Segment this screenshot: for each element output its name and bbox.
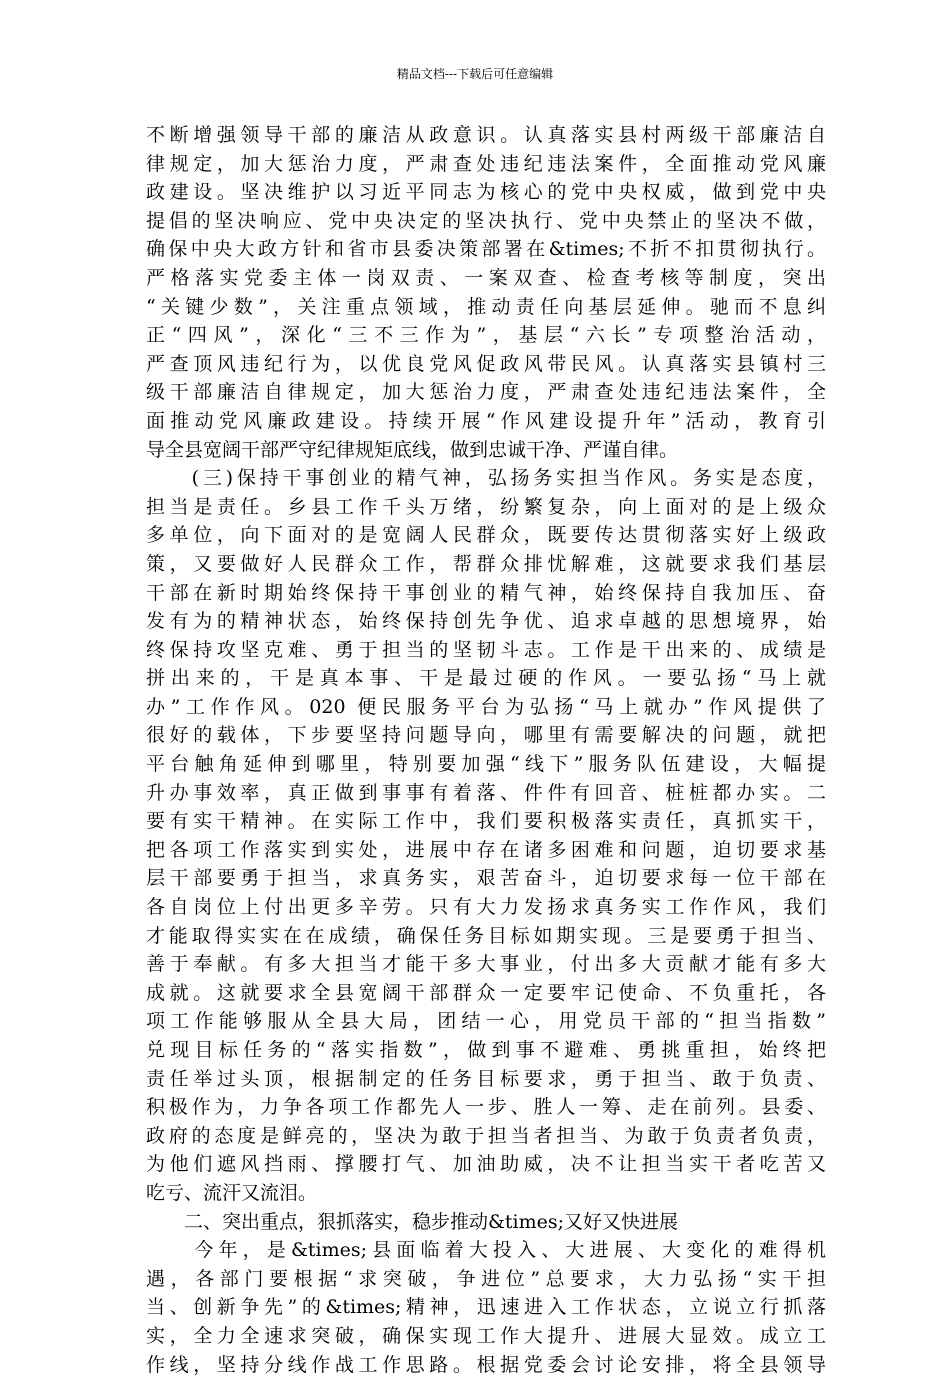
text-line: 很好的载体，下步要坚持问题导向，哪里有需要解决的问题，就把	[146, 724, 826, 747]
text-line: 今年，是&times;县面临着大投入、大进展、大变化的难得机	[146, 1239, 826, 1262]
text-line: 不断增强领导干部的廉洁从政意识。认真落实县村两级干部廉洁自	[146, 124, 826, 146]
text-line: 才能取得实实在在成绩，确保任务目标如期实现。三是要勇于担当、	[146, 924, 826, 947]
text-line: 正“四风”，深化“三不三作为”，基层“六长”专项整治活动，	[146, 324, 826, 347]
text-line: 律规定，加大惩治力度，严肃查处违纪违法案件，全面推动党风廉	[146, 152, 826, 175]
text-line: (三)保持干事创业的精气神，弘扬务实担当作风。务实是态度，	[146, 467, 826, 490]
text-line: 各自岗位上付出更多辛劳。只有大力发扬求真务实工作作风，我们	[146, 896, 826, 919]
text-line: 提倡的坚决响应、党中央决定的坚决执行、党中央禁止的坚决不做，	[146, 209, 826, 232]
text-line: 为他们遮风挡雨、撑腰打气、加油助威，决不让担当实干者吃苦又	[146, 1153, 826, 1176]
document-body	[146, 121, 826, 1379]
text-line: 严查顶风违纪行为，以优良党风促政风带民风。认真落实县镇村三	[146, 352, 826, 375]
section-heading: 二、突出重点，狠抓落实，稳步推动&times;又好又快进展	[146, 1210, 679, 1233]
text-line: “关键少数”，关注重点领域，推动责任向基层延伸。驰而不息纠	[146, 295, 826, 318]
text-line: 作线，坚持分线作战工作思路。根据党委会讨论安排，将全县领导	[146, 1353, 826, 1376]
text-line: 升办事效率，真正做到事事有着落、件件有回音、桩桩都办实。二	[146, 781, 826, 804]
text-line: 积极作为，力争各项工作都先人一步、胜人一筹、走在前列。县委、	[146, 1096, 826, 1119]
text-line: 面推动党风廉政建设。持续开展“作风建设提升年”活动，教育引	[146, 409, 826, 432]
text-line: 严格落实党委主体一岗双责、一案双查、检查考核等制度，突出	[146, 266, 826, 289]
text-line: 担当是责任。乡县工作千头万绪，纷繁复杂，向上面对的是上级众	[146, 495, 826, 518]
text-line: 级干部廉洁自律规定，加大惩治力度，严肃查处违纪违法案件，全	[146, 381, 826, 404]
text-line: 当、创新争先”的&times;精神，迅速进入工作状态，立说立行抓落	[146, 1296, 826, 1319]
text-line: 要有实干精神。在实际工作中，我们要积极落实责任，真抓实干，	[146, 810, 826, 833]
text-line: 平台触角延伸到哪里，特别要加强“线下”服务队伍建设，大幅提	[146, 753, 826, 776]
text-line: 发有为的精神状态，始终保持创先争优、追求卓越的思想境界，始	[146, 610, 826, 633]
text-line: 兑现目标任务的“落实指数”，做到事不避难、勇挑重担，始终把	[146, 1039, 826, 1061]
text-line: 终保持攻坚克难、勇于担当的坚韧斗志。工作是干出来的、成绩是	[146, 638, 826, 661]
text-line: 项工作能够服从全县大局，团结一心，用党员干部的“担当指数”	[146, 1010, 826, 1033]
text-line: 导全县宽阔干部严守纪律规矩底线，做到忠诚干净、严谨自律。	[146, 438, 679, 461]
text-line: 确保中央大政方针和省市县委决策部署在&times;不折不扣贯彻执行。	[146, 238, 826, 261]
text-line: 干部在新时期始终保持干事创业的精气神，始终保持自我加压、奋	[146, 581, 826, 604]
text-line: 责任举过头顶，根据制定的任务目标要求，勇于担当、敢于负责、	[146, 1067, 826, 1090]
text-line: 善于奉献。有多大担当才能干多大事业，付出多大贡献才能有多大	[146, 953, 826, 976]
text-line: 层干部要勇于担当，求真务实，艰苦奋斗，迫切要求每一位干部在	[146, 867, 826, 890]
text-line: 多单位，向下面对的是宽阔人民群众，既要传达贯彻落实好上级政	[146, 524, 826, 547]
page-header: 精品文档---下载后可任意编辑	[396, 67, 554, 81]
text-line: 政建设。坚决维护以习近平同志为核心的党中央权威，做到党中央	[146, 181, 826, 204]
text-line: 成就。这就要求全县宽阔干部群众一定要牢记使命、不负重托，各	[146, 981, 826, 1004]
text-line: 把各项工作落实到实处，进展中存在诸多困难和问题，迫切要求基	[146, 838, 826, 861]
text-line: 拼出来的，干是真本事、干是最过硬的作风。一要弘扬“马上就	[146, 667, 826, 690]
text-line: 遇，各部门要根据“求突破，争进位”总要求，大力弘扬“实干担	[146, 1267, 826, 1290]
text-line: 实，全力全速求突破，确保实现工作大提升、进展大显效。成立工	[146, 1324, 826, 1347]
text-line: 吃亏、流汗又流泪。	[146, 1181, 318, 1204]
text-line: 政府的态度是鲜亮的，坚决为敢于担当者担当、为敢于负责者负责，	[146, 1124, 826, 1147]
text-line: 策，又要做好人民群众工作，帮群众排忧解难，这就要求我们基层	[146, 552, 826, 575]
text-line: 办”工作作风。020 便民服务平台为弘扬“马上就办”作风提供了	[146, 695, 826, 718]
